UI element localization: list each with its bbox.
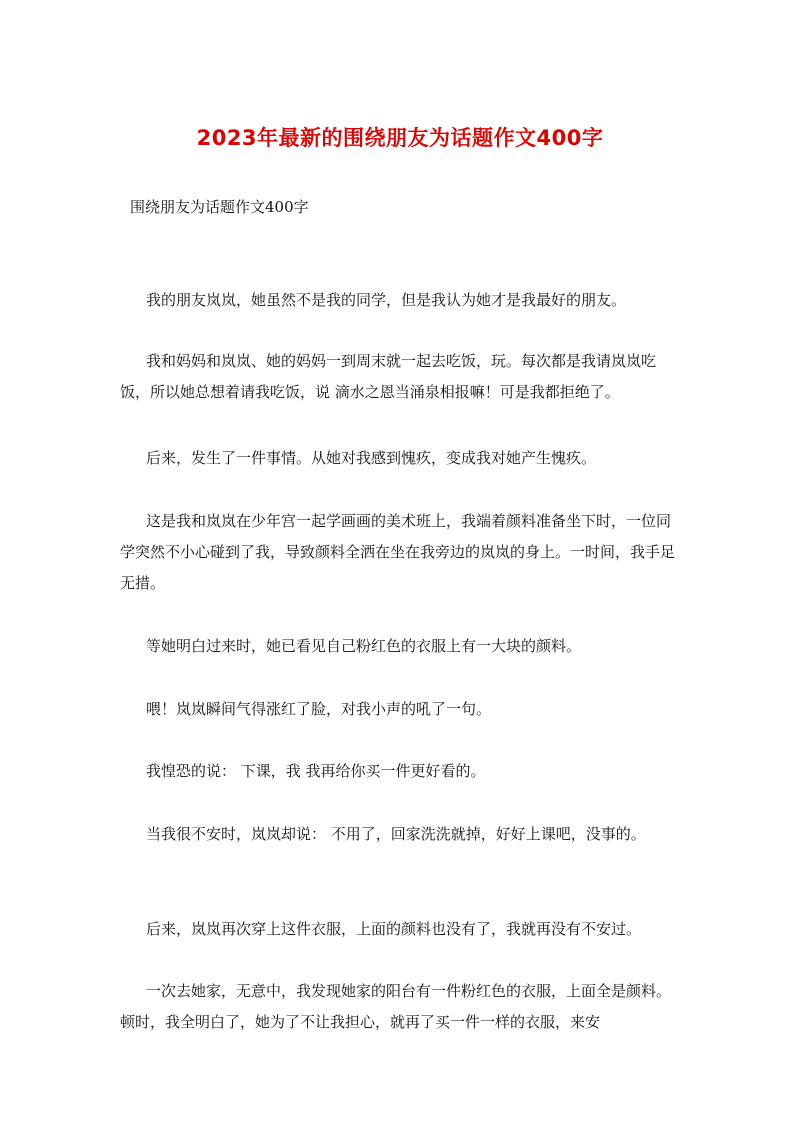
paragraph-1: 我的朋友岚岚，她虽然不是我的同学，但是我认为她才是我最好的朋友。 (146, 291, 627, 309)
paragraph-2: 我和妈妈和岚岚、她的妈妈一到周末就一起去吃饭，玩。每次都是我请岚岚吃饭，所以她总想着请我吃饭，说 滴水之恩当涌泉相报嘛！可是我都拒绝了。 (120, 352, 657, 401)
paragraph-3: 后来，发生了一件事情。从她对我感到愧疚，变成我对她产生愧疚。 (146, 449, 597, 467)
paragraph-5: 等她明白过来时，她已看见自己粉红色的衣服上有一大块的颜料。 (146, 637, 582, 655)
paragraph-6: 喂！岚岚瞬间气得涨红了脸，对我小声的吼了一句。 (146, 700, 492, 718)
paragraph-8: 当我很不安时，岚岚却说： 不用了，回家洗洗就掉，好好上课吧，没事的。 (146, 825, 646, 843)
paragraph-9: 后来，岚岚再次穿上这件衣服，上面的颜料也没有了，我就再没有不安过。 (146, 920, 642, 938)
document-subtitle: 围绕朋友为话题作文400字 (130, 198, 309, 216)
paragraph-10: 一次去她家，无意中，我发现她家的阳台有一件粉红色的衣服，上面全是颜料。顿时，我全明白了，她为了不让我担心，就再了买一件一样的衣服，来安 (120, 982, 672, 1031)
paragraph-7: 我惶恐的说： 下课，我 我再给你买一件更好看的。 (146, 762, 486, 780)
document-title: 2023年最新的围绕朋友为话题作文400字 (196, 126, 604, 150)
paragraph-4: 这是我和岚岚在少年宫一起学画画的美术班上，我端着颜料准备坐下时，一位同学突然不小心碰到了我，导致颜料全洒在坐在我旁边的岚岚的身上。一时间，我手足无措。 (120, 512, 676, 592)
